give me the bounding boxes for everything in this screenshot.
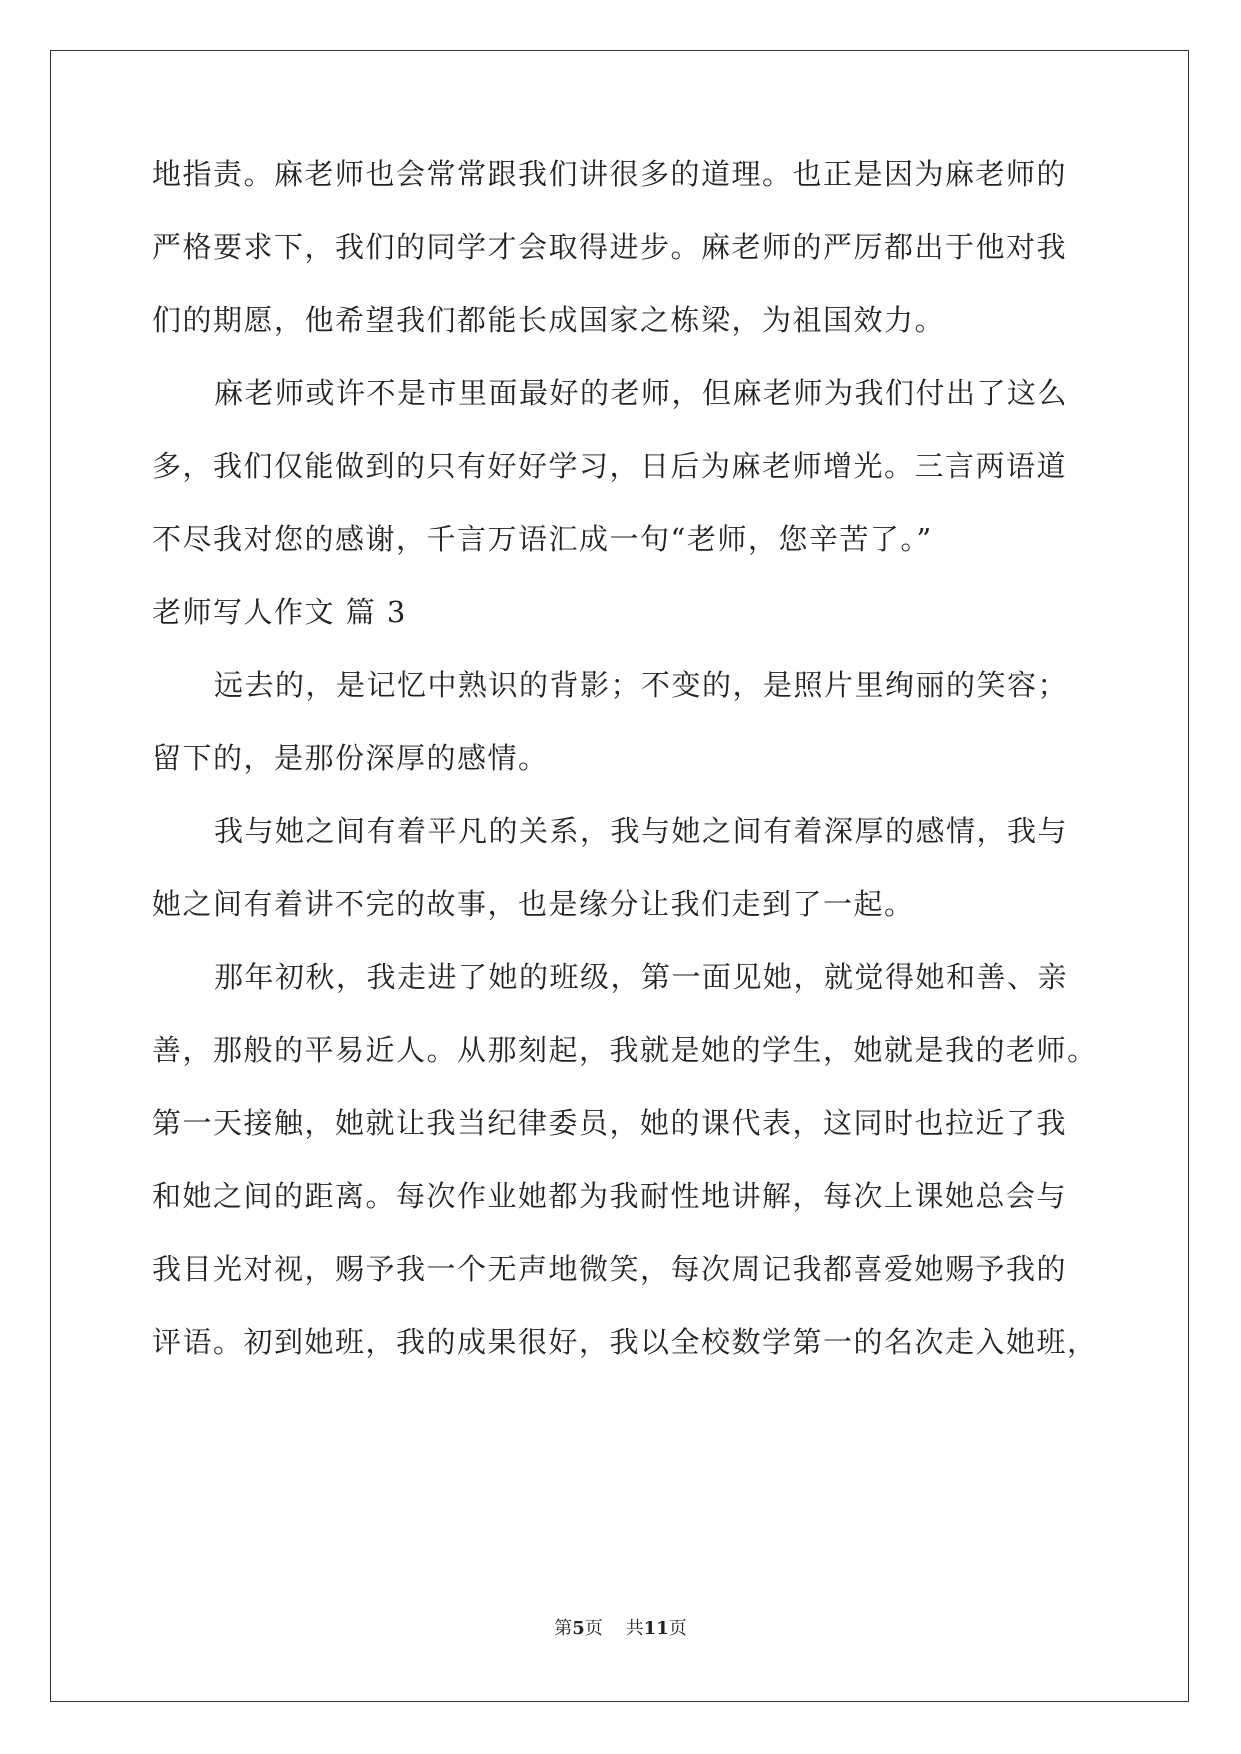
text-line: 我与她之间有着平凡的关系，我与她之间有着深厚的感情，我与 — [214, 814, 1069, 848]
text-line: 我目光对视，赐予我一个无声地微笑，每次周记我都喜爱她赐予我的 — [152, 1252, 1068, 1286]
text-line: 善，那般的平易近人。从那刻起，我就是她的学生，她就是我的老师。 — [152, 1033, 1098, 1067]
section-heading: 老师写人作文 篇 3 — [152, 595, 407, 629]
text-line: 和她之间的距离。每次作业她都为我耐性地讲解，每次上课她总会与 — [152, 1179, 1068, 1213]
text-line: 不尽我对您的感谢，千言万语汇成一句“老师，您辛苦了。” — [152, 522, 933, 556]
text-line: 们的期愿，他希望我们都能长成国家之栋梁，为祖国效力。 — [152, 303, 946, 337]
current-page-number: 5 — [572, 1618, 585, 1639]
text-line: 地指责。麻老师也会常常跟我们讲很多的道理。也正是因为麻老师的 — [152, 157, 1068, 191]
text-line: 严格要求下，我们的同学才会取得进步。麻老师的严厉都出于他对我 — [152, 230, 1068, 264]
text-line: 多，我们仅能做到的只有好好学习，日后为麻老师增光。三言两语道 — [152, 449, 1068, 483]
footer-middle: 页 共 — [584, 1618, 644, 1639]
page-footer — [0, 1617, 1241, 1641]
footer-suffix: 页 — [668, 1618, 687, 1639]
text-line: 留下的，是那份深厚的感情。 — [152, 741, 549, 775]
total-page-number: 11 — [643, 1618, 669, 1639]
text-line: 麻老师或许不是市里面最好的老师，但麻老师为我们付出了这么 — [214, 376, 1069, 410]
text-line: 第一天接触，她就让我当纪律委员，她的课代表，这同时也拉近了我 — [152, 1106, 1068, 1140]
text-line: 她之间有着讲不完的故事，也是缘分让我们走到了一起。 — [152, 887, 915, 921]
page-border — [50, 50, 1189, 1702]
text-line: 远去的，是记忆中熟识的背影；不变的，是照片里绚丽的笑容； — [214, 668, 1069, 702]
text-line: 那年初秋，我走进了她的班级，第一面见她，就觉得她和善、亲 — [214, 960, 1069, 994]
text-line: 评语。初到她班，我的成果很好，我以全校数学第一的名次走入她班， — [152, 1325, 1098, 1359]
footer-prefix: 第 — [554, 1618, 573, 1639]
